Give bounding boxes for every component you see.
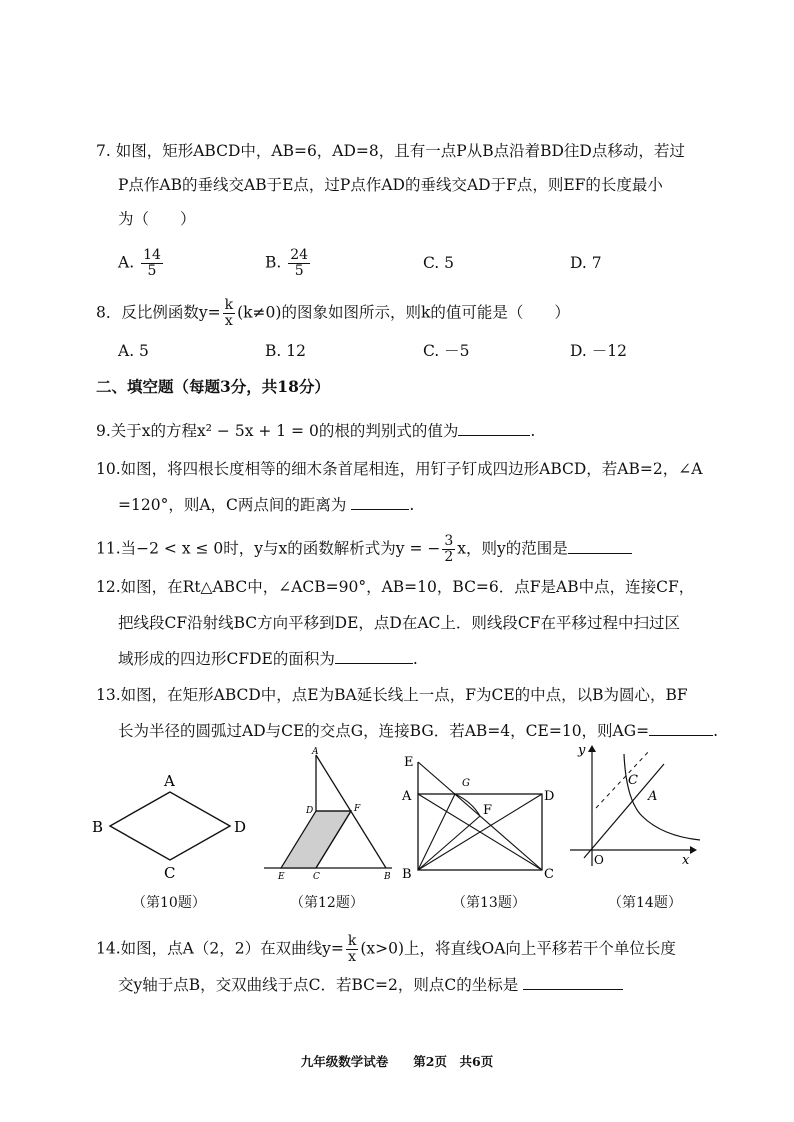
f14-line-bc — [596, 750, 650, 808]
q11-line: 11.当−2 < x ≤ 0时，y与x的函数解析式为y = − $\frac{3}{2}$ x，则y的范围是 — [96, 534, 632, 565]
q8-option-c: C. －5 — [423, 342, 470, 360]
f13-label-f: F — [483, 803, 493, 818]
q10-line2: =120°，则A，C两点间的距离为 . — [118, 496, 415, 514]
q8-line: 8．反比例函数y= $\frac{k}{x}$ (k≠0)的图象如图所示，则k的值可能是（ ） — [96, 297, 570, 329]
f13-line-bf — [418, 816, 480, 870]
q7-option-b: B. $\frac{24}{5}$ — [265, 247, 309, 279]
q13-line2: 长为半径的圆弧过AD与CE的交点G，连接BG．若AB=4，CE=10，则AG= . — [118, 722, 719, 740]
section-title: 二、填空题（每题3分，共18分） — [96, 377, 330, 396]
f14-x-arrow — [690, 846, 697, 854]
f13-label-a: A — [402, 789, 412, 804]
q7-option-c: C. 5 — [423, 254, 455, 272]
f10-label-b: B — [92, 818, 104, 836]
f14-label-o: O — [594, 853, 604, 867]
figure-14 — [566, 742, 706, 877]
q8-option-d: D. －12 — [570, 342, 627, 360]
f12-label-c: C — [313, 872, 320, 882]
f14-label-a: A — [648, 789, 658, 804]
q12-line3: 域形成的四边形CFDE的面积为 . — [118, 650, 418, 668]
f14-label-y: y — [578, 743, 586, 758]
q7-line1: 7. 如图，矩形ABCD中，AB=6，AD=8，且有一点P从B点沿着BD往D点移动，若过 — [96, 142, 685, 160]
q7-line2: P点作AB的垂线交AB于E点，过P点作AD的垂线交AD于F点，则EF的长度最小 — [118, 176, 663, 194]
q9-line: 9.关于x的方程x² − 5x + 1 = 0的根的判别式的值为 . — [96, 422, 536, 440]
q7-line3: 为（ ） — [118, 210, 196, 228]
caption-fig10: （第10题） — [132, 895, 206, 911]
f13-label-b: B — [402, 867, 412, 882]
f12-label-e: E — [278, 872, 285, 882]
f14-label-c: C — [628, 773, 638, 788]
f12-label-d: D — [306, 806, 314, 816]
q8-option-b: B. 12 — [265, 342, 306, 360]
rhombus-abcd — [110, 792, 230, 860]
q13-line1: 13.如图，在矩形ABCD中，点E为BA延长线上一点，F为CE的中点，以B为圆心，BF — [96, 686, 688, 704]
q12-line2: 把线段CF沿射线BC方向平移到DE，点D在AC上．则线段CF在平移过程中扫过区 — [118, 614, 680, 632]
caption-fig13: （第13题） — [452, 895, 526, 911]
figure-10 — [88, 768, 263, 883]
f12-parallelogram — [281, 811, 351, 868]
f13-label-g: G — [462, 778, 470, 789]
caption-fig12: （第12题） — [290, 895, 364, 911]
figure-12 — [260, 745, 400, 885]
f13-label-d: D — [544, 789, 555, 804]
f12-label-f: F — [354, 804, 361, 814]
q14-line1: 14.如图，点A（2，2）在双曲线y= $\frac{k}{x}$ (x>0)上，将直线OA向上平移若干个单位长度 — [96, 933, 676, 965]
caption-fig14: （第14题） — [608, 895, 682, 911]
f12-label-a: A — [312, 747, 319, 757]
q8-option-a: A. 5 — [118, 342, 149, 360]
page-footer: 九年级数学试卷 第2页 共6页 — [300, 1054, 494, 1069]
f10-label-d: D — [234, 818, 247, 836]
q7-option-d: D. 7 — [570, 254, 602, 272]
f14-y-arrow — [588, 745, 596, 752]
f13-label-e: E — [404, 755, 414, 770]
f10-label-c: C — [164, 864, 176, 882]
q10-line1: 10.如图，将四根长度相等的细木条首尾相连，用钉子钉成四边形ABCD，若AB=2，∠A — [96, 460, 703, 478]
q14-line2: 交y轴于点B，交双曲线于点C．若BC=2，则点C的坐标是 — [118, 974, 623, 996]
figure-13 — [398, 750, 563, 885]
f13-label-c: C — [544, 867, 554, 882]
f14-label-x: x — [682, 853, 690, 868]
f10-label-a: A — [164, 772, 175, 790]
q12-line1: 12.如图，在Rt△ABC中，∠ACB=90°，AB=10，BC=6．点F是AB中点，连接CF， — [96, 578, 695, 596]
q7-option-a: A. $\frac{14}{5}$ — [118, 247, 161, 279]
f12-label-b: B — [384, 872, 391, 882]
